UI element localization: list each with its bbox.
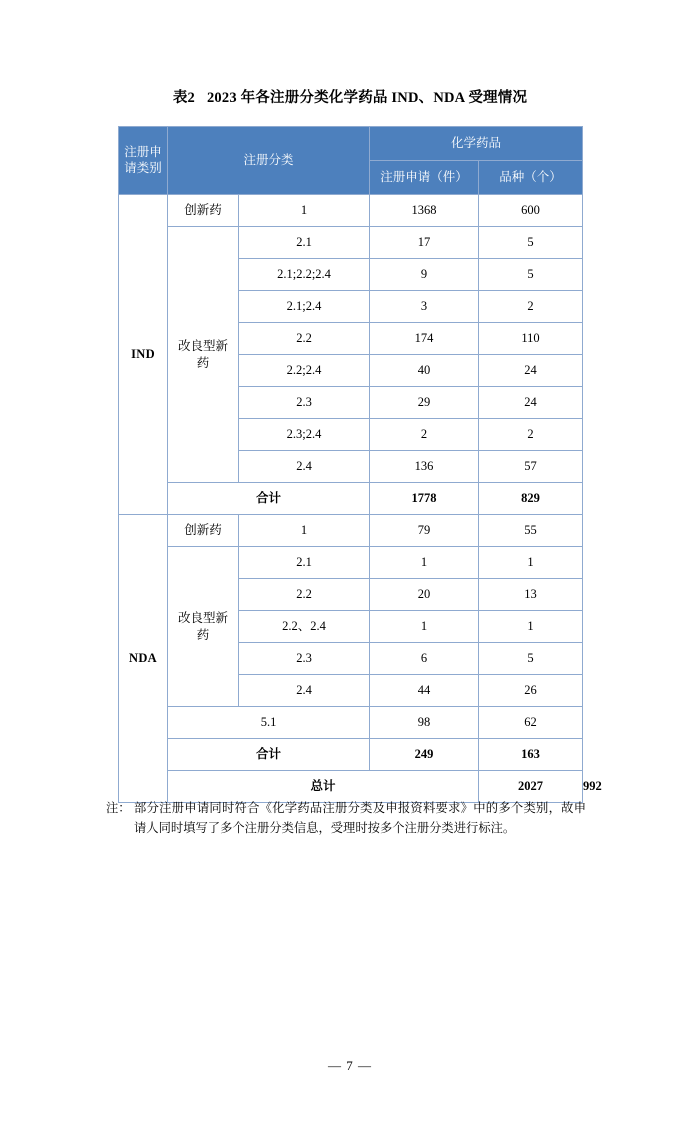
varieties-value: 24 [479, 387, 583, 419]
footnote-label: 注： [106, 801, 131, 815]
category-label-ind: IND [119, 195, 168, 515]
subcategory-improved-ind: 改良型新药 [168, 227, 239, 483]
applications-value: 3 [370, 291, 479, 323]
subcategory-improved-nda: 改良型新药 [168, 547, 239, 707]
applications-value: 29 [370, 387, 479, 419]
table-row [119, 515, 583, 547]
classification-value-standalone: 5.1 [168, 707, 370, 739]
classification-value: 2.4 [239, 675, 370, 707]
classification-value: 1 [239, 195, 370, 227]
table-caption-text: 2023 年各注册分类化学药品 IND、NDA 受理情况 [206, 90, 528, 106]
header-chemical-drugs: 化学药品 [370, 127, 583, 161]
header-classification: 注册分类 [168, 127, 370, 195]
classification-value: 2.2;2.4 [239, 355, 370, 387]
header-row-1 [119, 127, 583, 161]
applications-value: 1 [370, 611, 479, 643]
varieties-value: 5 [479, 259, 583, 291]
header-category: 注册申请类别 [119, 127, 168, 195]
table-footnote [106, 799, 586, 839]
applications-value: 136 [370, 451, 479, 483]
varieties-value: 57 [479, 451, 583, 483]
classification-value: 2.3 [239, 643, 370, 675]
registration-statistics-table [118, 126, 602, 803]
varieties-value: 5 [479, 227, 583, 259]
varieties-value: 13 [479, 579, 583, 611]
varieties-value: 110 [479, 323, 583, 355]
classification-value: 2.2、2.4 [239, 611, 370, 643]
table-row [119, 195, 583, 227]
applications-value: 40 [370, 355, 479, 387]
grand-total-applications: 2027 [479, 771, 583, 803]
applications-value: 9 [370, 259, 479, 291]
varieties-value: 55 [479, 515, 583, 547]
applications-value: 44 [370, 675, 479, 707]
table-row [119, 227, 583, 259]
applications-value: 79 [370, 515, 479, 547]
table-row-subtotal-ind [119, 483, 583, 515]
classification-value: 2.1 [239, 547, 370, 579]
table-header [119, 127, 583, 195]
varieties-value: 62 [479, 707, 583, 739]
varieties-value: 26 [479, 675, 583, 707]
classification-value: 2.4 [239, 451, 370, 483]
header-applications: 注册申请（件） [370, 161, 479, 195]
varieties-value: 24 [479, 355, 583, 387]
footnote-text: 部分注册申请同时符合《化学药品注册分类及申报资料要求》中的多个类别，故申请人同时填写了多个注册分类信息，受理时按多个注册分类进行标注。 [134, 801, 586, 835]
varieties-value: 600 [479, 195, 583, 227]
classification-value: 2.1;2.2;2.4 [239, 259, 370, 291]
page-number: — 7 — [328, 1058, 372, 1073]
category-label-nda: NDA [119, 515, 168, 803]
classification-value: 2.2 [239, 579, 370, 611]
classification-value: 1 [239, 515, 370, 547]
classification-value: 2.2 [239, 323, 370, 355]
subtotal-label-nda: 合计 [168, 739, 370, 771]
table-caption-prefix: 表2 [172, 90, 195, 106]
applications-value: 20 [370, 579, 479, 611]
applications-value: 2 [370, 419, 479, 451]
subcategory-innovative-ind: 创新药 [168, 195, 239, 227]
applications-value: 174 [370, 323, 479, 355]
subtotal-applications-nda: 249 [370, 739, 479, 771]
applications-value: 98 [370, 707, 479, 739]
classification-value: 2.1 [239, 227, 370, 259]
table-row-subtotal-nda [119, 739, 583, 771]
table-row [119, 707, 583, 739]
classification-value: 2.3;2.4 [239, 419, 370, 451]
applications-value: 17 [370, 227, 479, 259]
subtotal-applications-ind: 1778 [370, 483, 479, 515]
classification-value: 2.1;2.4 [239, 291, 370, 323]
applications-value: 6 [370, 643, 479, 675]
applications-value: 1 [370, 547, 479, 579]
subtotal-varieties-nda: 163 [479, 739, 583, 771]
varieties-value: 1 [479, 547, 583, 579]
header-varieties: 品种（个） [479, 161, 583, 195]
subtotal-varieties-ind: 829 [479, 483, 583, 515]
subcategory-innovative-nda: 创新药 [168, 515, 239, 547]
varieties-value: 5 [479, 643, 583, 675]
classification-value: 2.3 [239, 387, 370, 419]
table-row-grand-total: 总计 2027 992 [119, 771, 583, 803]
table-body [119, 195, 602, 803]
varieties-value: 1 [479, 611, 583, 643]
varieties-value: 2 [479, 419, 583, 451]
subtotal-label-ind: 合计 [168, 483, 370, 515]
applications-value: 1368 [370, 195, 479, 227]
grand-total-label: 总计 [168, 771, 479, 803]
table-caption [0, 86, 700, 107]
varieties-value: 2 [479, 291, 583, 323]
table-row [119, 547, 583, 579]
